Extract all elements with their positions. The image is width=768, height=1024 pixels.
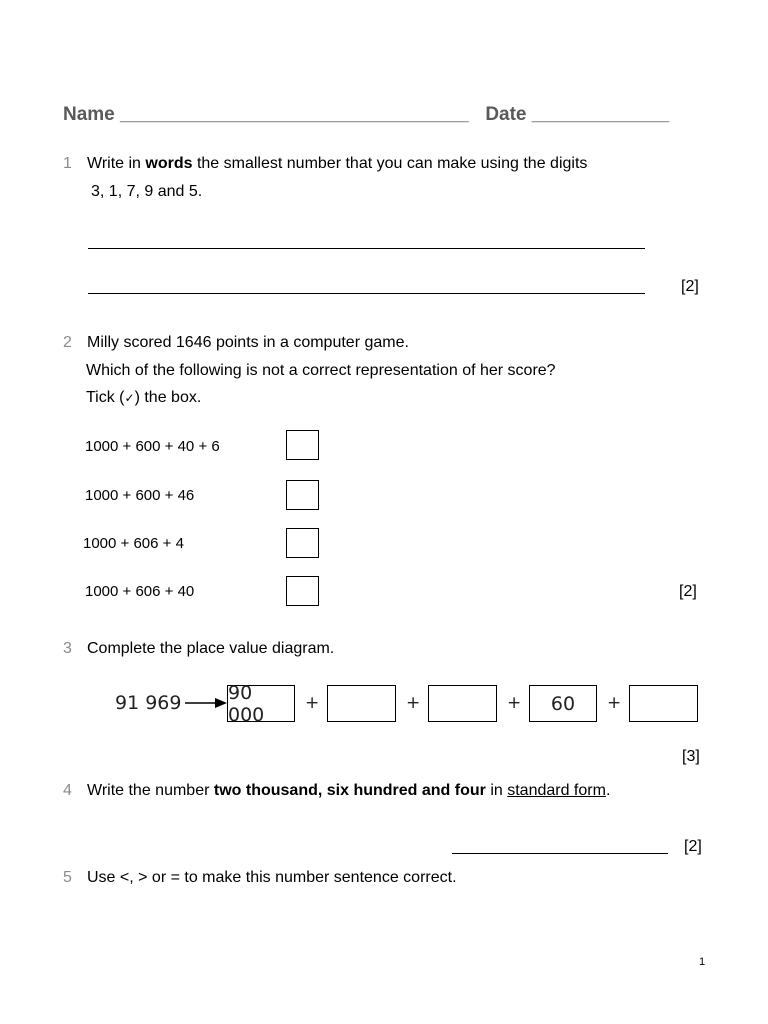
q3-plus-3: +	[507, 693, 522, 713]
q2-line-1: Milly scored 1646 points in a computer game.	[87, 334, 409, 351]
q1-answer-line-2[interactable]	[88, 293, 645, 294]
q2-tick-prefix: Tick (	[86, 389, 125, 406]
q1-bold: words	[145, 155, 193, 172]
q4-middle: in	[485, 782, 508, 799]
tick-icon: ✓	[124, 391, 135, 405]
q3-plus-1: +	[305, 693, 320, 713]
q4-number: 4	[63, 782, 72, 799]
name-label: Name	[63, 104, 115, 125]
q2-checkbox-4[interactable]	[286, 576, 319, 606]
q1-prefix: Write in	[87, 155, 146, 172]
q3-box-1: 90 000	[227, 685, 295, 722]
q4-prefix: Write the number	[87, 782, 214, 799]
q3-plus-2: +	[406, 693, 421, 713]
q4-bold: two thousand, six hundred and four	[213, 782, 486, 799]
date-blank[interactable]: _____________	[531, 104, 670, 125]
q1-marks: [2]	[681, 278, 699, 295]
q3-start-number: 91 969	[115, 692, 182, 714]
q3-box-5[interactable]	[629, 685, 698, 722]
name-blank[interactable]: _________________________________	[120, 104, 469, 125]
q2-option-2: 1000 + 600 + 46	[85, 487, 195, 504]
q2-checkbox-2[interactable]	[286, 480, 319, 510]
q2-option-3: 1000 + 606 + 4	[83, 535, 184, 552]
q2-checkbox-3[interactable]	[286, 528, 319, 558]
q2-marks: [2]	[679, 583, 697, 600]
q2-line-2: Which of the following is not a correct representation of her score?	[86, 362, 556, 379]
q1-digits: 3, 1, 7, 9 and 5.	[91, 183, 203, 200]
q5-number: 5	[63, 869, 72, 886]
q4-marks: [2]	[684, 838, 702, 855]
q4-suffix: .	[605, 782, 611, 799]
q4-answer-line[interactable]	[452, 853, 668, 854]
q2-tick-suffix: ) the box.	[134, 389, 202, 406]
arrow-right-icon	[185, 696, 227, 710]
q4-text	[87, 782, 610, 800]
header-line	[63, 104, 669, 126]
q3-plus-4: +	[607, 693, 622, 713]
q2-option-4: 1000 + 606 + 40	[85, 583, 195, 600]
q2-option-1: 1000 + 600 + 40 + 6	[85, 438, 220, 455]
q5-text: Use <, > or = to make this number sentence correct.	[87, 869, 457, 886]
q1-text	[87, 155, 587, 173]
q1-number: 1	[63, 155, 72, 172]
q2-line-3	[86, 389, 201, 407]
q2-number: 2	[63, 334, 72, 351]
q3-box-4: 60	[529, 685, 597, 722]
q3-number: 3	[63, 640, 72, 657]
date-label: Date	[485, 104, 527, 125]
q3-text: Complete the place value diagram.	[87, 640, 335, 657]
q1-suffix: the smallest number that you can make using the digits	[192, 155, 588, 172]
q3-box-2[interactable]	[327, 685, 396, 722]
q3-marks: [3]	[682, 748, 700, 765]
q1-answer-line-1[interactable]	[88, 248, 645, 249]
q2-checkbox-1[interactable]	[286, 430, 319, 460]
q3-box-3[interactable]	[428, 685, 497, 722]
page-number: 1	[699, 956, 706, 968]
q4-underlined: standard form	[507, 782, 606, 799]
